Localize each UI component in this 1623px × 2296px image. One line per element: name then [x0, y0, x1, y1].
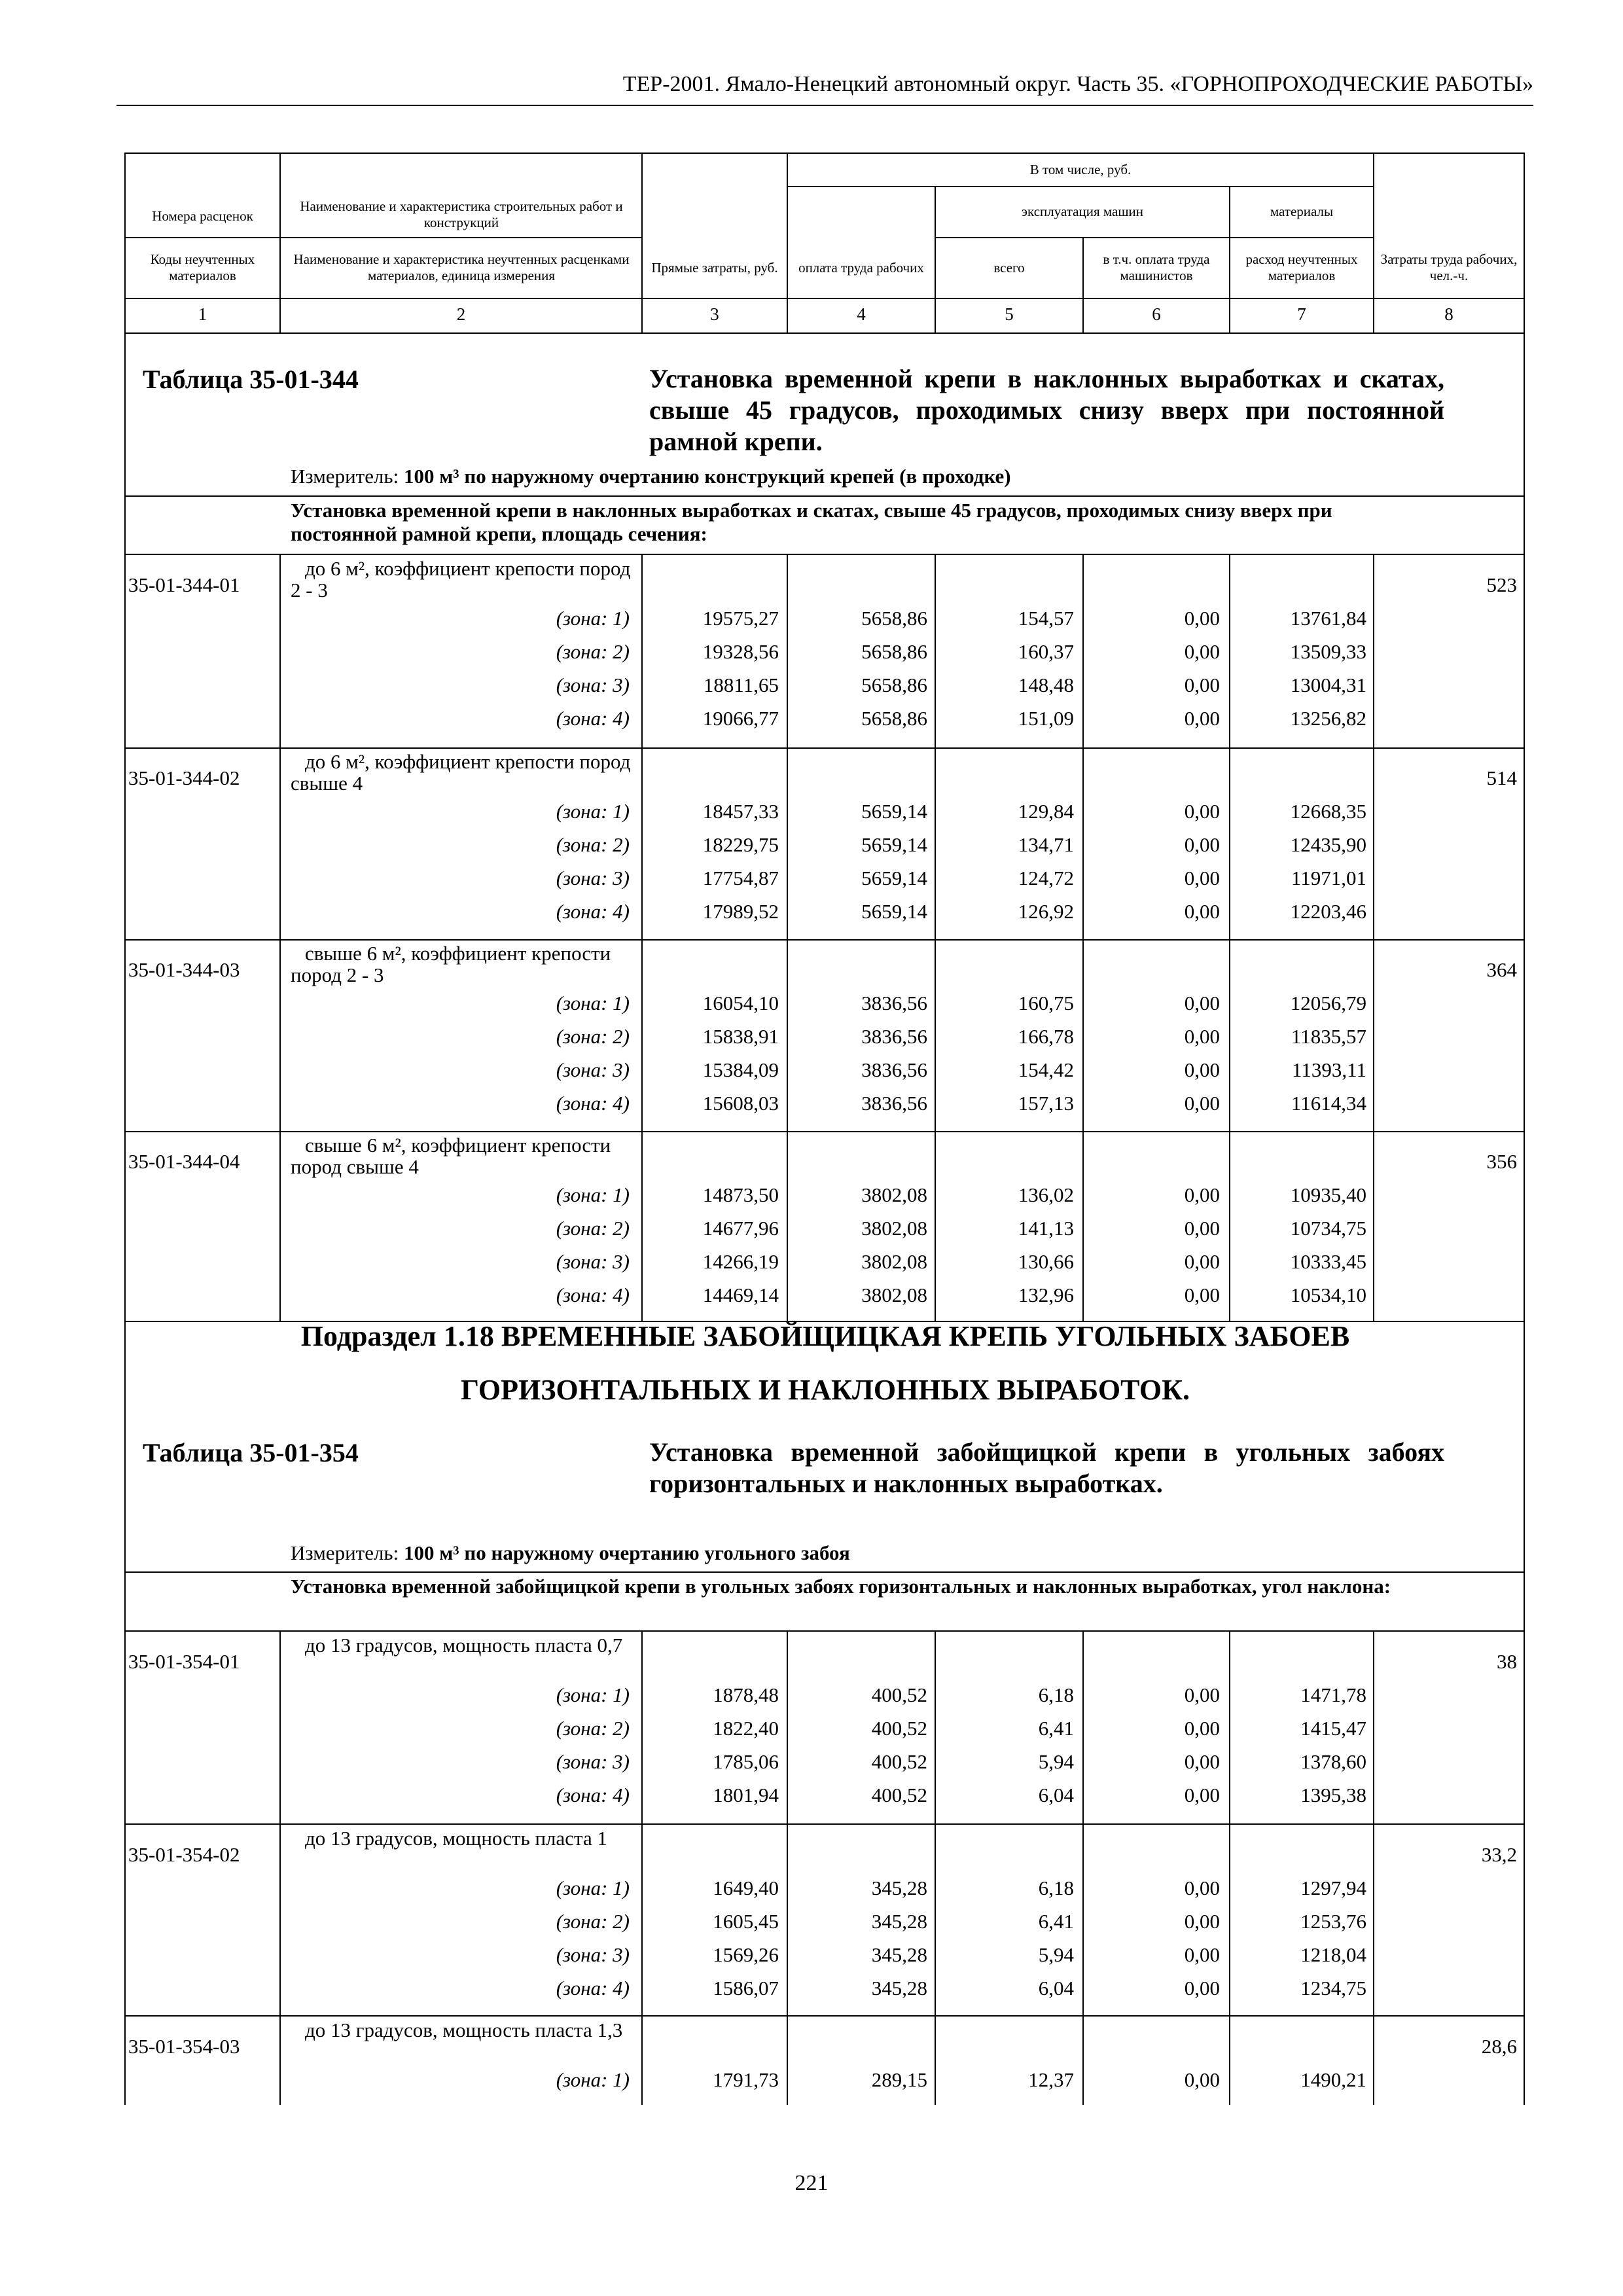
wages-value: 400,52 [871, 1784, 927, 1806]
machine-wages-value: 0,00 [1184, 833, 1220, 856]
labor-cost: 33,2 [1481, 1843, 1517, 1866]
materials-value: 10734,75 [1290, 1217, 1366, 1240]
wages-value: 345,28 [871, 1876, 927, 1899]
materials-value: 1297,94 [1300, 1876, 1366, 1899]
header-wages: оплата труда рабочих [798, 259, 924, 276]
rate-code: 35-01-354-01 [128, 1650, 240, 1673]
machine-wages-value: 0,00 [1184, 1717, 1220, 1740]
column-line [787, 1630, 788, 2105]
wages-value: 5659,14 [861, 800, 927, 823]
materials-value: 1218,04 [1300, 1943, 1366, 1966]
wages-value: 3836,56 [861, 1025, 927, 1048]
materials-value: 10333,45 [1290, 1250, 1366, 1273]
direct-costs-value: 1822,40 [713, 1717, 779, 1740]
machine-wages-value: 0,00 [1184, 640, 1220, 663]
measure-line [291, 1540, 1442, 1566]
row-rule [124, 1823, 1524, 1825]
header-rule [116, 105, 1533, 106]
column-line [935, 1630, 936, 2105]
header-material-name: Наименование и характеристика неучтенных расценками материалов, единица измерения [293, 251, 630, 283]
zone-label: (зона: 4) [556, 1977, 630, 2000]
header-top-rule [124, 152, 1524, 154]
measure-label: Измеритель: [291, 1541, 399, 1564]
machine-wages-value: 0,00 [1184, 1283, 1220, 1306]
section-rule [124, 1571, 1524, 1573]
column-line [641, 554, 643, 1321]
machines-value: 6,41 [1038, 1910, 1074, 1933]
row-rule [124, 939, 1524, 941]
measure-label: Измеритель: [291, 465, 399, 488]
materials-value: 1253,76 [1300, 1910, 1366, 1933]
machine-wages-value: 0,00 [1184, 1058, 1220, 1081]
machine-wages-value: 0,00 [1184, 607, 1220, 630]
subsection-line1: Подраздел 1.18 ВРЕМЕННЫЕ ЗАБОЙЩИЦКАЯ КРЕПЬ УГОЛЬНЫХ ЗАБОЕВ [300, 1320, 1350, 1352]
wages-value: 5658,86 [861, 673, 927, 696]
zone-label: (зона: 4) [556, 707, 630, 730]
machines-value: 157,13 [1018, 1092, 1074, 1115]
rate-code: 35-01-344-02 [128, 766, 240, 789]
measure-line [291, 463, 1442, 490]
zone-label: (зона: 4) [556, 1092, 630, 1115]
machine-wages-value: 0,00 [1184, 1683, 1220, 1706]
wages-value: 400,52 [871, 1683, 927, 1706]
direct-costs-value: 14873,50 [702, 1183, 779, 1206]
rate-code: 35-01-354-02 [128, 1843, 240, 1866]
machine-wages-value: 0,00 [1184, 1977, 1220, 2000]
machine-wages-value: 0,00 [1184, 867, 1220, 889]
zone-label: (зона: 2) [556, 1717, 630, 1740]
wages-value: 345,28 [871, 1977, 927, 2000]
machine-wages-value: 0,00 [1184, 1183, 1220, 1206]
header-machines: эксплуатация машин [1022, 203, 1143, 219]
machines-value: 129,84 [1018, 800, 1074, 823]
materials-value: 11835,57 [1291, 1025, 1366, 1048]
zone-label: (зона: 1) [556, 2068, 630, 2091]
wages-value: 400,52 [871, 1717, 927, 1740]
zone-label: (зона: 3) [556, 1250, 630, 1273]
column-line [1373, 554, 1374, 1321]
row-rule [124, 2015, 1524, 2017]
wages-value: 5659,14 [861, 900, 927, 923]
rate-description: свыше 6 м², коэффициент крепости пород 2 - 3 [291, 942, 611, 986]
measure-value: 100 м³ по наружному очертанию угольного забоя [403, 1541, 850, 1564]
materials-value: 11614,34 [1291, 1092, 1366, 1115]
table-left-border [124, 332, 126, 2105]
column-number: 8 [1444, 304, 1454, 324]
direct-costs-value: 1605,45 [713, 1910, 779, 1933]
running-head: ТЕР-2001. Ямало-Ненецкий автономный округ. Часть 35. «ГОРНОПРОХОДЧЕСКИЕ РАБОТЫ» [622, 72, 1533, 96]
column-line [1082, 554, 1084, 1321]
machines-value: 12,37 [1028, 2068, 1074, 2091]
zone-label: (зона: 3) [556, 1058, 630, 1081]
direct-costs-value: 19328,56 [702, 640, 779, 663]
zone-label: (зона: 3) [556, 867, 630, 889]
materials-value: 13004,31 [1290, 673, 1366, 696]
machine-wages-value: 0,00 [1184, 1217, 1220, 1240]
machines-value: 154,42 [1018, 1058, 1074, 1081]
machines-value: 136,02 [1018, 1183, 1074, 1206]
column-line [935, 554, 936, 1321]
machine-wages-value: 0,00 [1184, 1092, 1220, 1115]
machine-wages-value: 0,00 [1184, 673, 1220, 696]
direct-costs-value: 19066,77 [702, 707, 779, 730]
direct-costs-value: 15838,91 [702, 1025, 779, 1048]
direct-costs-value: 1878,48 [713, 1683, 779, 1706]
machines-value: 6,04 [1038, 1977, 1074, 2000]
section-rule [124, 495, 1524, 497]
header-labor: Затраты труда рабочих, чел.-ч. [1380, 251, 1518, 283]
materials-value: 1415,47 [1300, 1717, 1366, 1740]
wages-value: 3836,56 [861, 1092, 927, 1115]
column-line [279, 1630, 281, 2105]
column-line [641, 1630, 643, 2105]
wages-value: 3836,56 [861, 992, 927, 1014]
zone-label: (зона: 1) [556, 992, 630, 1014]
rate-description: до 13 градусов, мощность пласта 1,3 [305, 2018, 623, 2041]
wages-value: 3802,08 [861, 1217, 927, 1240]
rate-code: 35-01-344-03 [128, 958, 240, 981]
wages-value: 345,28 [871, 1943, 927, 1966]
direct-costs-value: 19575,27 [702, 607, 779, 630]
materials-value: 13509,33 [1290, 640, 1366, 663]
column-line [1229, 554, 1230, 1321]
zone-label: (зона: 1) [556, 800, 630, 823]
subsection-line2: ГОРИЗОНТАЛЬНЫХ И НАКЛОННЫХ ВЫРАБОТОК. [461, 1374, 1190, 1406]
table-right-border [1524, 332, 1525, 2105]
materials-value: 10935,40 [1290, 1183, 1366, 1206]
direct-costs-value: 1791,73 [713, 2068, 779, 2091]
zone-label: (зона: 3) [556, 673, 630, 696]
machine-wages-value: 0,00 [1184, 1910, 1220, 1933]
column-line [787, 554, 788, 1321]
zone-label: (зона: 2) [556, 1910, 630, 1933]
group-heading: Установка временной крепи в наклонных выработках и скатах, свыше 45 градусов, проходимых снизу вверх при постоянной рамной крепи, площадь сечения: [291, 499, 1332, 545]
direct-costs-value: 14469,14 [702, 1283, 779, 1306]
direct-costs-value: 1569,26 [713, 1943, 779, 1966]
zone-label: (зона: 3) [556, 1750, 630, 1773]
rate-description: до 13 градусов, мощность пласта 0,7 [305, 1634, 623, 1657]
machines-value: 148,48 [1018, 673, 1074, 696]
materials-value: 1490,21 [1300, 2068, 1366, 2091]
machines-value: 6,18 [1038, 1683, 1074, 1706]
machine-wages-value: 0,00 [1184, 1250, 1220, 1273]
wages-value: 3802,08 [861, 1183, 927, 1206]
column-line [1082, 1630, 1084, 2105]
labor-cost: 28,6 [1481, 2035, 1517, 2058]
direct-costs-value: 14677,96 [702, 1217, 779, 1240]
header-materials-unaccounted: расход неучтенных материалов [1245, 251, 1358, 283]
table-heading: Установка временной крепи в наклонных выработках и скатах, свыше 45 градусов, проходимых снизу вверх при постоянной рамной крепи. [649, 364, 1444, 456]
machine-wages-value: 0,00 [1184, 1784, 1220, 1806]
machines-value: 151,09 [1018, 707, 1074, 730]
machines-value: 6,18 [1038, 1876, 1074, 1899]
header-materials: материалы [1270, 203, 1334, 219]
zone-label: (зона: 2) [556, 833, 630, 856]
machines-value: 154,57 [1018, 607, 1074, 630]
labor-cost: 514 [1486, 766, 1517, 789]
materials-value: 12435,90 [1290, 833, 1366, 856]
column-number: 3 [710, 304, 719, 324]
zone-label: (зона: 4) [556, 1283, 630, 1306]
direct-costs-value: 1586,07 [713, 1977, 779, 2000]
rate-code: 35-01-354-03 [128, 2035, 240, 2058]
machines-value: 6,41 [1038, 1717, 1074, 1740]
wages-value: 5658,86 [861, 607, 927, 630]
header-machines-wages: в т.ч. оплата труда машинистов [1103, 251, 1210, 283]
materials-value: 12056,79 [1290, 992, 1366, 1014]
column-number: 2 [456, 304, 466, 324]
direct-costs-value: 18457,33 [702, 800, 779, 823]
column-number: 6 [1152, 304, 1161, 324]
machine-wages-value: 0,00 [1184, 707, 1220, 730]
machine-wages-value: 0,00 [1184, 800, 1220, 823]
materials-value: 11971,01 [1291, 867, 1366, 889]
labor-cost: 356 [1486, 1150, 1517, 1173]
rate-description: до 6 м², коэффициент крепости пород 2 - 3 [291, 557, 631, 601]
wages-value: 3836,56 [861, 1058, 927, 1081]
materials-value: 12203,46 [1290, 900, 1366, 923]
wages-value: 5658,86 [861, 640, 927, 663]
section-rule [124, 554, 1524, 555]
wages-value: 3802,08 [861, 1250, 927, 1273]
column-number: 1 [198, 304, 207, 324]
wages-value: 400,52 [871, 1750, 927, 1773]
wages-value: 5659,14 [861, 833, 927, 856]
materials-value: 1378,60 [1300, 1750, 1366, 1773]
measure-value: 100 м³ по наружному очертанию конструкций крепей (в проходке) [403, 465, 1011, 488]
direct-costs-value: 16054,10 [702, 992, 779, 1014]
row-rule [124, 1131, 1524, 1132]
rate-description: до 13 градусов, мощность пласта 1 [305, 1827, 607, 1850]
wages-value: 5658,86 [861, 707, 927, 730]
machine-wages-value: 0,00 [1184, 2068, 1220, 2091]
column-number: 5 [1005, 304, 1014, 324]
header-material-codes: Коды неучтенных материалов [150, 251, 255, 283]
machines-value: 132,96 [1018, 1283, 1074, 1306]
machines-value: 6,04 [1038, 1784, 1074, 1806]
machines-value: 134,71 [1018, 833, 1074, 856]
materials-value: 1234,75 [1300, 1977, 1366, 2000]
zone-label: (зона: 1) [556, 1183, 630, 1206]
header-direct-costs: Прямые затраты, руб. [651, 259, 778, 276]
zone-label: (зона: 1) [556, 607, 630, 630]
machines-value: 160,75 [1018, 992, 1074, 1014]
machines-value: 166,78 [1018, 1025, 1074, 1048]
wages-value: 289,15 [871, 2068, 927, 2091]
zone-label: (зона: 3) [556, 1943, 630, 1966]
column-number: 4 [857, 304, 866, 324]
machines-value: 126,92 [1018, 900, 1074, 923]
rate-code: 35-01-344-01 [128, 573, 240, 596]
zone-label: (зона: 1) [556, 1683, 630, 1706]
labor-cost: 523 [1486, 573, 1517, 596]
rate-description: до 6 м², коэффициент крепости пород свыше 4 [291, 750, 631, 795]
header-incl: В том числе, руб. [1029, 161, 1132, 177]
wages-value: 345,28 [871, 1910, 927, 1933]
machines-value: 130,66 [1018, 1250, 1074, 1273]
direct-costs-value: 15608,03 [702, 1092, 779, 1115]
section-rule [124, 1630, 1524, 1632]
header-vline [1524, 152, 1525, 332]
column-line [279, 554, 281, 1321]
table-title: Таблица 35-01-354 [143, 1438, 359, 1467]
column-line [1229, 1630, 1230, 2105]
machines-value: 5,94 [1038, 1943, 1074, 1966]
direct-costs-value: 18811,65 [703, 673, 779, 696]
rate-code: 35-01-344-04 [128, 1150, 240, 1173]
column-line [1373, 1630, 1374, 2105]
machine-wages-value: 0,00 [1184, 900, 1220, 923]
header-work-name: Наименование и характеристика строительных работ и конструкций [300, 198, 623, 230]
direct-costs-value: 1785,06 [713, 1750, 779, 1773]
direct-costs-value: 15384,09 [702, 1058, 779, 1081]
machine-wages-value: 0,00 [1184, 1876, 1220, 1899]
machine-wages-value: 0,00 [1184, 1750, 1220, 1773]
table-heading: Установка временной забойщицкой крепи в угольных забоях горизонтальных и наклонных выработках. [649, 1437, 1444, 1498]
materials-value: 1395,38 [1300, 1784, 1366, 1806]
direct-costs-value: 14266,19 [702, 1250, 779, 1273]
machines-value: 5,94 [1038, 1750, 1074, 1773]
header-rate-numbers: Номера расценок [152, 207, 253, 224]
labor-cost: 38 [1497, 1650, 1517, 1673]
header-rule-above-numbers [124, 298, 1524, 299]
header-bottom-rule [124, 332, 1524, 334]
direct-costs-value: 17754,87 [702, 867, 779, 889]
materials-value: 1471,78 [1300, 1683, 1366, 1706]
direct-costs-value: 18229,75 [702, 833, 779, 856]
machine-wages-value: 0,00 [1184, 992, 1220, 1014]
materials-value: 13761,84 [1290, 607, 1366, 630]
machines-value: 124,72 [1018, 867, 1074, 889]
materials-value: 10534,10 [1290, 1283, 1366, 1306]
rate-description: свыше 6 м², коэффициент крепости пород свыше 4 [291, 1134, 611, 1178]
zone-label: (зона: 4) [556, 900, 630, 923]
column-number: 7 [1297, 304, 1306, 324]
zone-label: (зона: 1) [556, 1876, 630, 1899]
machines-value: 160,37 [1018, 640, 1074, 663]
materials-value: 11393,11 [1292, 1058, 1366, 1081]
zone-label: (зона: 2) [556, 1217, 630, 1240]
page-number: 221 [794, 2171, 829, 2195]
direct-costs-value: 17989,52 [702, 900, 779, 923]
materials-value: 12668,35 [1290, 800, 1366, 823]
materials-value: 13256,82 [1290, 707, 1366, 730]
direct-costs-value: 1649,40 [713, 1876, 779, 1899]
labor-cost: 364 [1486, 958, 1517, 981]
zone-label: (зона: 2) [556, 1025, 630, 1048]
zone-label: (зона: 2) [556, 640, 630, 663]
wages-value: 3802,08 [861, 1283, 927, 1306]
wages-value: 5659,14 [861, 867, 927, 889]
table-title: Таблица 35-01-344 [143, 365, 359, 394]
row-rule [124, 747, 1524, 749]
zone-label: (зона: 4) [556, 1784, 630, 1806]
machine-wages-value: 0,00 [1184, 1943, 1220, 1966]
direct-costs-value: 1801,94 [713, 1784, 779, 1806]
machines-value: 141,13 [1018, 1217, 1074, 1240]
header-machines-total: всего [993, 259, 1025, 276]
machine-wages-value: 0,00 [1184, 1025, 1220, 1048]
group-heading: Установка временной забойщицкой крепи в угольных забоях горизонтальных и наклонных выработках, угол наклона: [291, 1575, 1391, 1598]
